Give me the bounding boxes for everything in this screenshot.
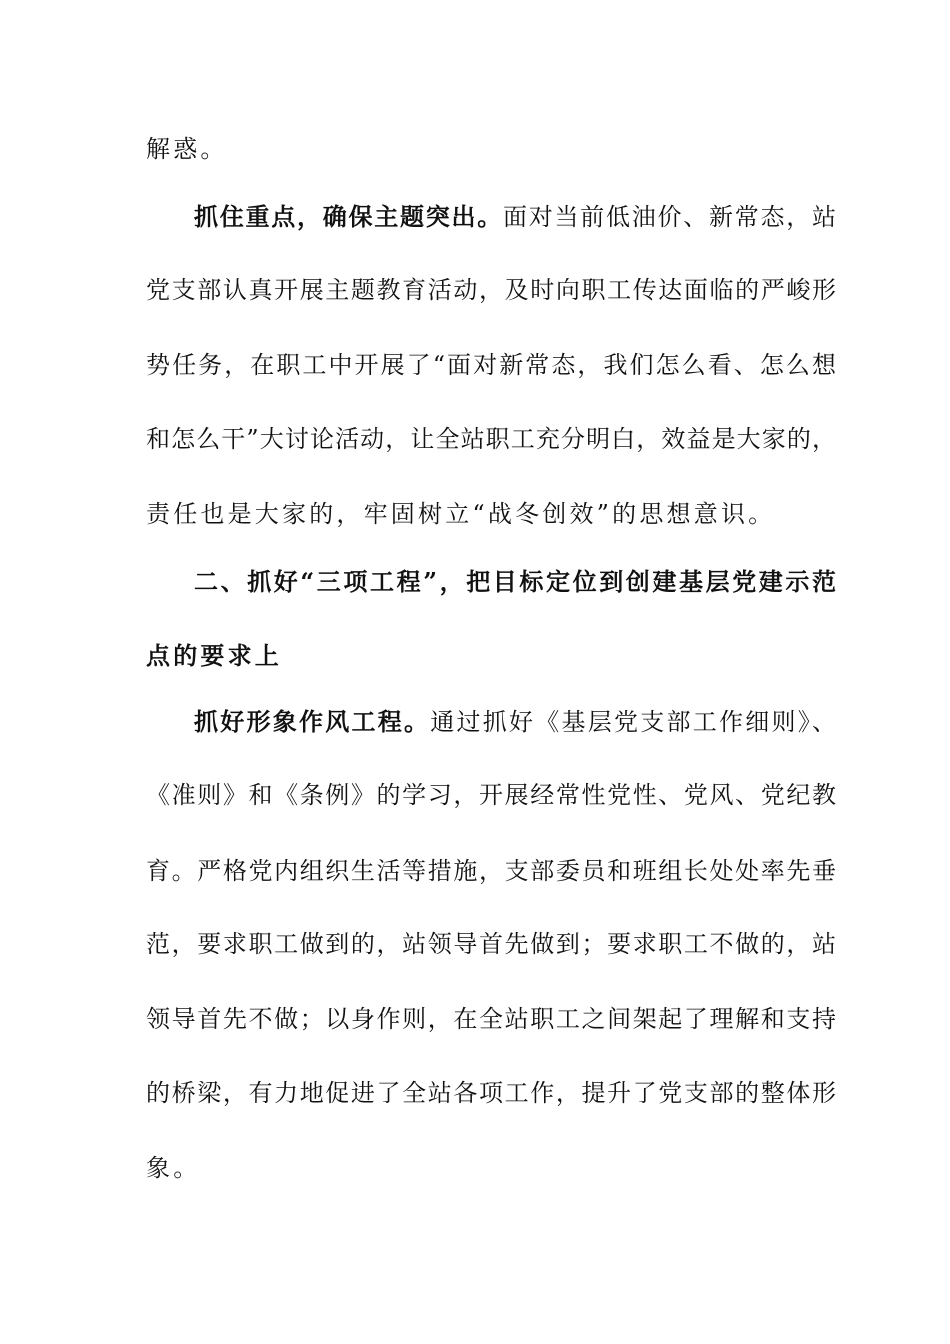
- paragraph-lead-heading: 抓住重点，确保主题突出。: [194, 202, 503, 231]
- text-run: 面对当前低油价、新常态，站: [503, 203, 836, 231]
- text-line: [146, 499, 836, 529]
- paragraph-lead-heading: 抓好形象作风工程。: [194, 707, 431, 736]
- text-run: 《准则》和《条例》的学习，开展经常性党性、党风、党纪教: [146, 781, 836, 809]
- section-heading-text: 点的要求上: [146, 641, 282, 670]
- text-run: 领导首先不做；以身作则，在全站职工之间架起了理解和支持: [146, 1005, 836, 1033]
- text-line: [146, 1153, 836, 1183]
- section-heading-text: 二、抓好“三项工程”，把目标定位到创建基层党建示范: [194, 567, 836, 596]
- section-heading: [146, 641, 836, 671]
- text-line: [194, 202, 836, 232]
- text-run: 势任务，在职工中开展了“面对新常态，我们怎么看、怎么想: [146, 351, 836, 379]
- text-run: 和怎么干”大讨论活动，让全站职工充分明白，效益是大家的，: [146, 425, 836, 453]
- text-run: 的桥梁，有力地促进了全站各项工作，提升了党支部的整体形: [146, 1079, 836, 1107]
- section-heading: [194, 567, 836, 597]
- text-run: 党支部认真开展主题教育活动，及时向职工传达面临的严峻形: [146, 276, 836, 304]
- text-run: 责任也是大家的，牢固树立“战冬创效”的思想意识。: [146, 500, 776, 528]
- text-line: [146, 275, 836, 305]
- text-line: [194, 707, 836, 737]
- text-run: 范，要求职工做到的，站领导首先做到；要求职工不做的，站: [146, 930, 836, 958]
- text-run: 通过抓好《基层党支部工作细则》、: [430, 708, 836, 736]
- text-line: [146, 780, 836, 810]
- text-run: 解惑。: [146, 135, 228, 163]
- text-line: [146, 1078, 836, 1108]
- text-line: [146, 929, 836, 959]
- text-line: [146, 856, 836, 886]
- text-line: [146, 134, 836, 164]
- text-line: [146, 424, 836, 454]
- text-run: 象。: [146, 1154, 201, 1182]
- text-run: 育。严格党内组织生活等措施，支部委员和班组长处处率先垂: [146, 857, 836, 885]
- text-line: [146, 1004, 836, 1034]
- text-line: [146, 350, 836, 380]
